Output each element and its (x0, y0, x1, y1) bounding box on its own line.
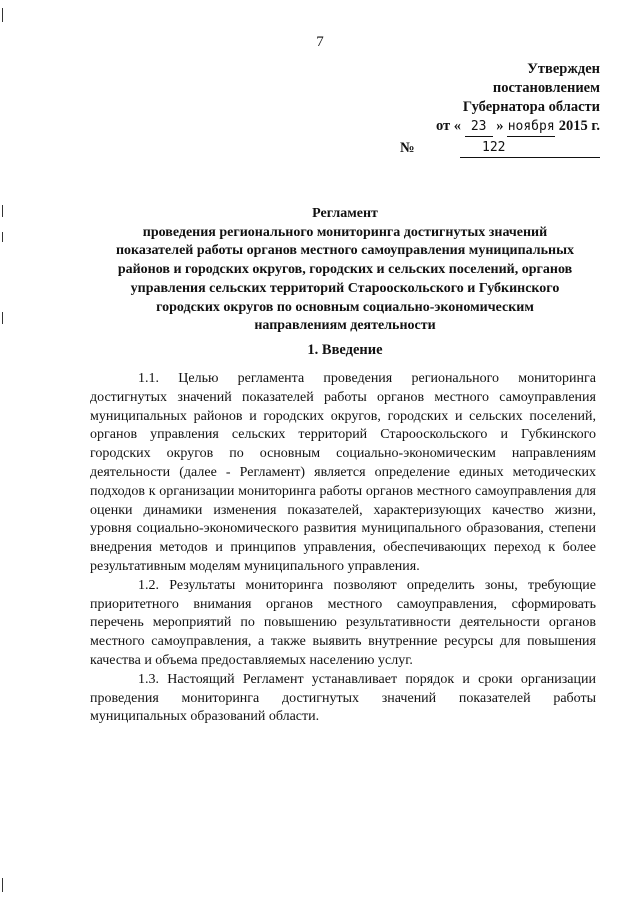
document-title (90, 205, 600, 336)
number-label: № (400, 140, 415, 156)
date-month: ноября (507, 117, 555, 137)
title-line: проведения регионального мониторинга достигнутых значений (142, 224, 548, 240)
scan-margin-mark (2, 8, 3, 22)
date-year: 2015 г. (558, 118, 600, 134)
approval-date (400, 117, 600, 137)
paragraph-1-2: 1.2. Результаты мониторинга позволяют определить зоны, требующие приоритетного внимания органов местного самоуправления, сформировать перечень мероприятий по повышению результативности деятельности органов местного самоуправления, а также выявить внутренние ресурсы для повышения качества и объема предоставляемых населению услуг. (90, 577, 596, 668)
number-value: 122 (460, 138, 600, 158)
title-line: городских округов по основным социально-экономическим (156, 299, 534, 315)
title-line: районов и городских округов, городских и сельских поселений, органов (117, 262, 573, 278)
approval-number (400, 138, 600, 158)
body-text (90, 370, 596, 727)
title-heading: Регламент (312, 206, 378, 221)
date-prefix: от « (435, 118, 462, 134)
paragraph-1-3: 1.3. Настоящий Регламент устанавливает порядок и сроки организации проведения мониторинга достигнутых значений показателей работы муниципальных образований области. (90, 671, 596, 725)
scan-margin-mark (2, 205, 3, 217)
scan-margin-mark (2, 878, 3, 892)
approval-line-governor: Губернатора области (462, 99, 600, 115)
page-number: 7 (316, 34, 324, 50)
title-line: направлениям деятельности (254, 318, 436, 334)
date-day: 23 (465, 117, 493, 137)
section-heading: 1. Введение (307, 342, 383, 358)
approval-line-approved: Утвержден (527, 61, 600, 77)
title-line: управления сельских территорий Старооскольского и Губкинского (130, 280, 560, 296)
scan-margin-mark (2, 312, 3, 324)
paragraph-1-1: 1.1. Целью регламента проведения регионального мониторинга достигнутых значений показателей работы органов местного самоуправления муниципальных районов и городских округов, городских и сельских поселений, органов управления сельских территорий Старооскольского и Губкинского городских округов по основным социально-экономическим направлениям деятельности (далее - Регламент) является определение единых методических подходов к организации мониторинга работы органов местного самоуправления для оценки динамики изменения показателей, характеризующих качество жизни, уровня социально-экономического развития муниципального образования, степени внедрения методов и принципов управления, обеспечивающих переход к более результативным моделям муниципального управления. (90, 371, 596, 574)
approval-line-resolution: постановлением (492, 80, 600, 96)
approval-stamp (400, 60, 600, 158)
scan-margin-mark (2, 232, 3, 242)
title-line: показателей работы органов местного самоуправления муниципальных (115, 243, 575, 259)
date-separator: » (496, 118, 504, 134)
